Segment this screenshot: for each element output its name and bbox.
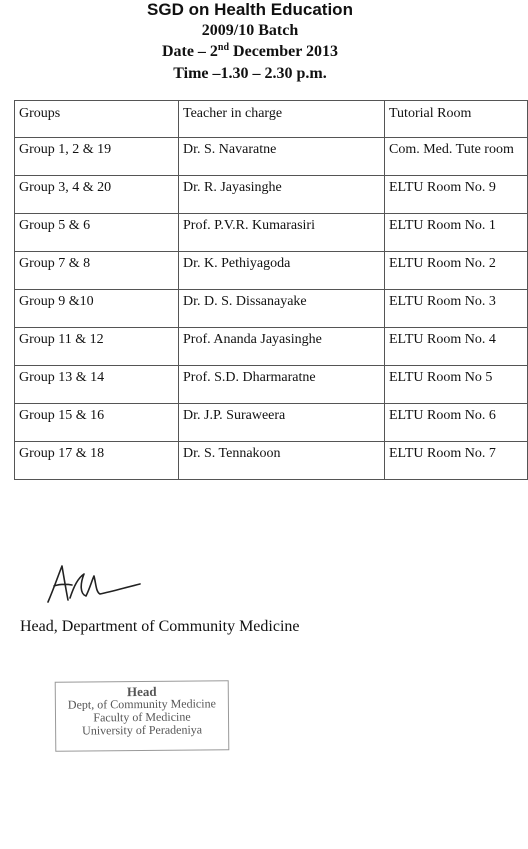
stamp-line-4: University of Peradeniya: [82, 722, 203, 738]
date-superscript: nd: [217, 42, 230, 53]
teacher-cell: Dr. S. Tennakoon: [179, 442, 385, 480]
teacher-cell: Prof. S.D. Dharmaratne: [179, 366, 385, 404]
department-stamp: [55, 680, 230, 752]
teacher-cell: Dr. D. S. Dissanayake: [179, 290, 385, 328]
table-row: [15, 366, 528, 404]
group-cell: Group 13 & 14: [15, 366, 179, 404]
stamp-line-2: Dept, of Community Medicine: [67, 696, 216, 712]
teacher-cell: Dr. R. Jayasinghe: [179, 176, 385, 214]
table-row: [15, 214, 528, 252]
table-header-row: [15, 101, 528, 138]
schedule-table: [14, 100, 528, 480]
group-cell: Group 3, 4 & 20: [15, 176, 179, 214]
group-cell: Group 11 & 12: [15, 328, 179, 366]
teacher-cell: Prof. P.V.R. Kumarasiri: [179, 214, 385, 252]
table-row: [15, 442, 528, 480]
header-room: Tutorial Room: [385, 101, 528, 138]
teacher-cell: Dr. S. Navaratne: [179, 138, 385, 176]
stamp-line-1: Head: [126, 683, 157, 700]
signature-image: [40, 558, 150, 608]
header-teacher: Teacher in charge: [179, 101, 385, 138]
table-row: [15, 404, 528, 442]
table-row: [15, 138, 528, 176]
teacher-cell: Prof. Ananda Jayasinghe: [179, 328, 385, 366]
schedule-table-body: [15, 101, 528, 480]
room-cell: ELTU Room No. 9: [385, 176, 528, 214]
table-row: [15, 328, 528, 366]
group-cell: Group 1, 2 & 19: [15, 138, 179, 176]
room-cell: ELTU Room No 5: [385, 366, 528, 404]
stamp-line-3: Faculty of Medicine: [93, 709, 191, 725]
group-cell: Group 17 & 18: [15, 442, 179, 480]
room-cell: ELTU Room No. 1: [385, 214, 528, 252]
document-title: SGD on Health Education: [147, 0, 353, 19]
group-cell: Group 7 & 8: [15, 252, 179, 290]
room-cell: Com. Med. Tute room: [385, 138, 528, 176]
teacher-cell: Dr. K. Pethiyagoda: [179, 252, 385, 290]
header-groups: Groups: [15, 101, 179, 138]
group-cell: Group 9 &10: [15, 290, 179, 328]
room-cell: ELTU Room No. 2: [385, 252, 528, 290]
teacher-cell: Dr. J.P. Suraweera: [179, 404, 385, 442]
group-cell: Group 5 & 6: [15, 214, 179, 252]
table-row: [15, 252, 528, 290]
date-prefix: Date – 2: [161, 43, 218, 60]
signatory-line: Head, Department of Community Medicine: [20, 618, 300, 635]
time-line: Time –1.30 – 2.30 p.m.: [173, 65, 327, 82]
room-cell: ELTU Room No. 7: [385, 442, 528, 480]
batch-line: 2009/10 Batch: [201, 22, 299, 39]
table-row: [15, 176, 528, 214]
date-line: [0, 42, 500, 62]
room-cell: ELTU Room No. 6: [385, 404, 528, 442]
date-suffix: December 2013: [229, 43, 339, 60]
group-cell: Group 15 & 16: [15, 404, 179, 442]
room-cell: ELTU Room No. 4: [385, 328, 528, 366]
room-cell: ELTU Room No. 3: [385, 290, 528, 328]
table-row: [15, 290, 528, 328]
